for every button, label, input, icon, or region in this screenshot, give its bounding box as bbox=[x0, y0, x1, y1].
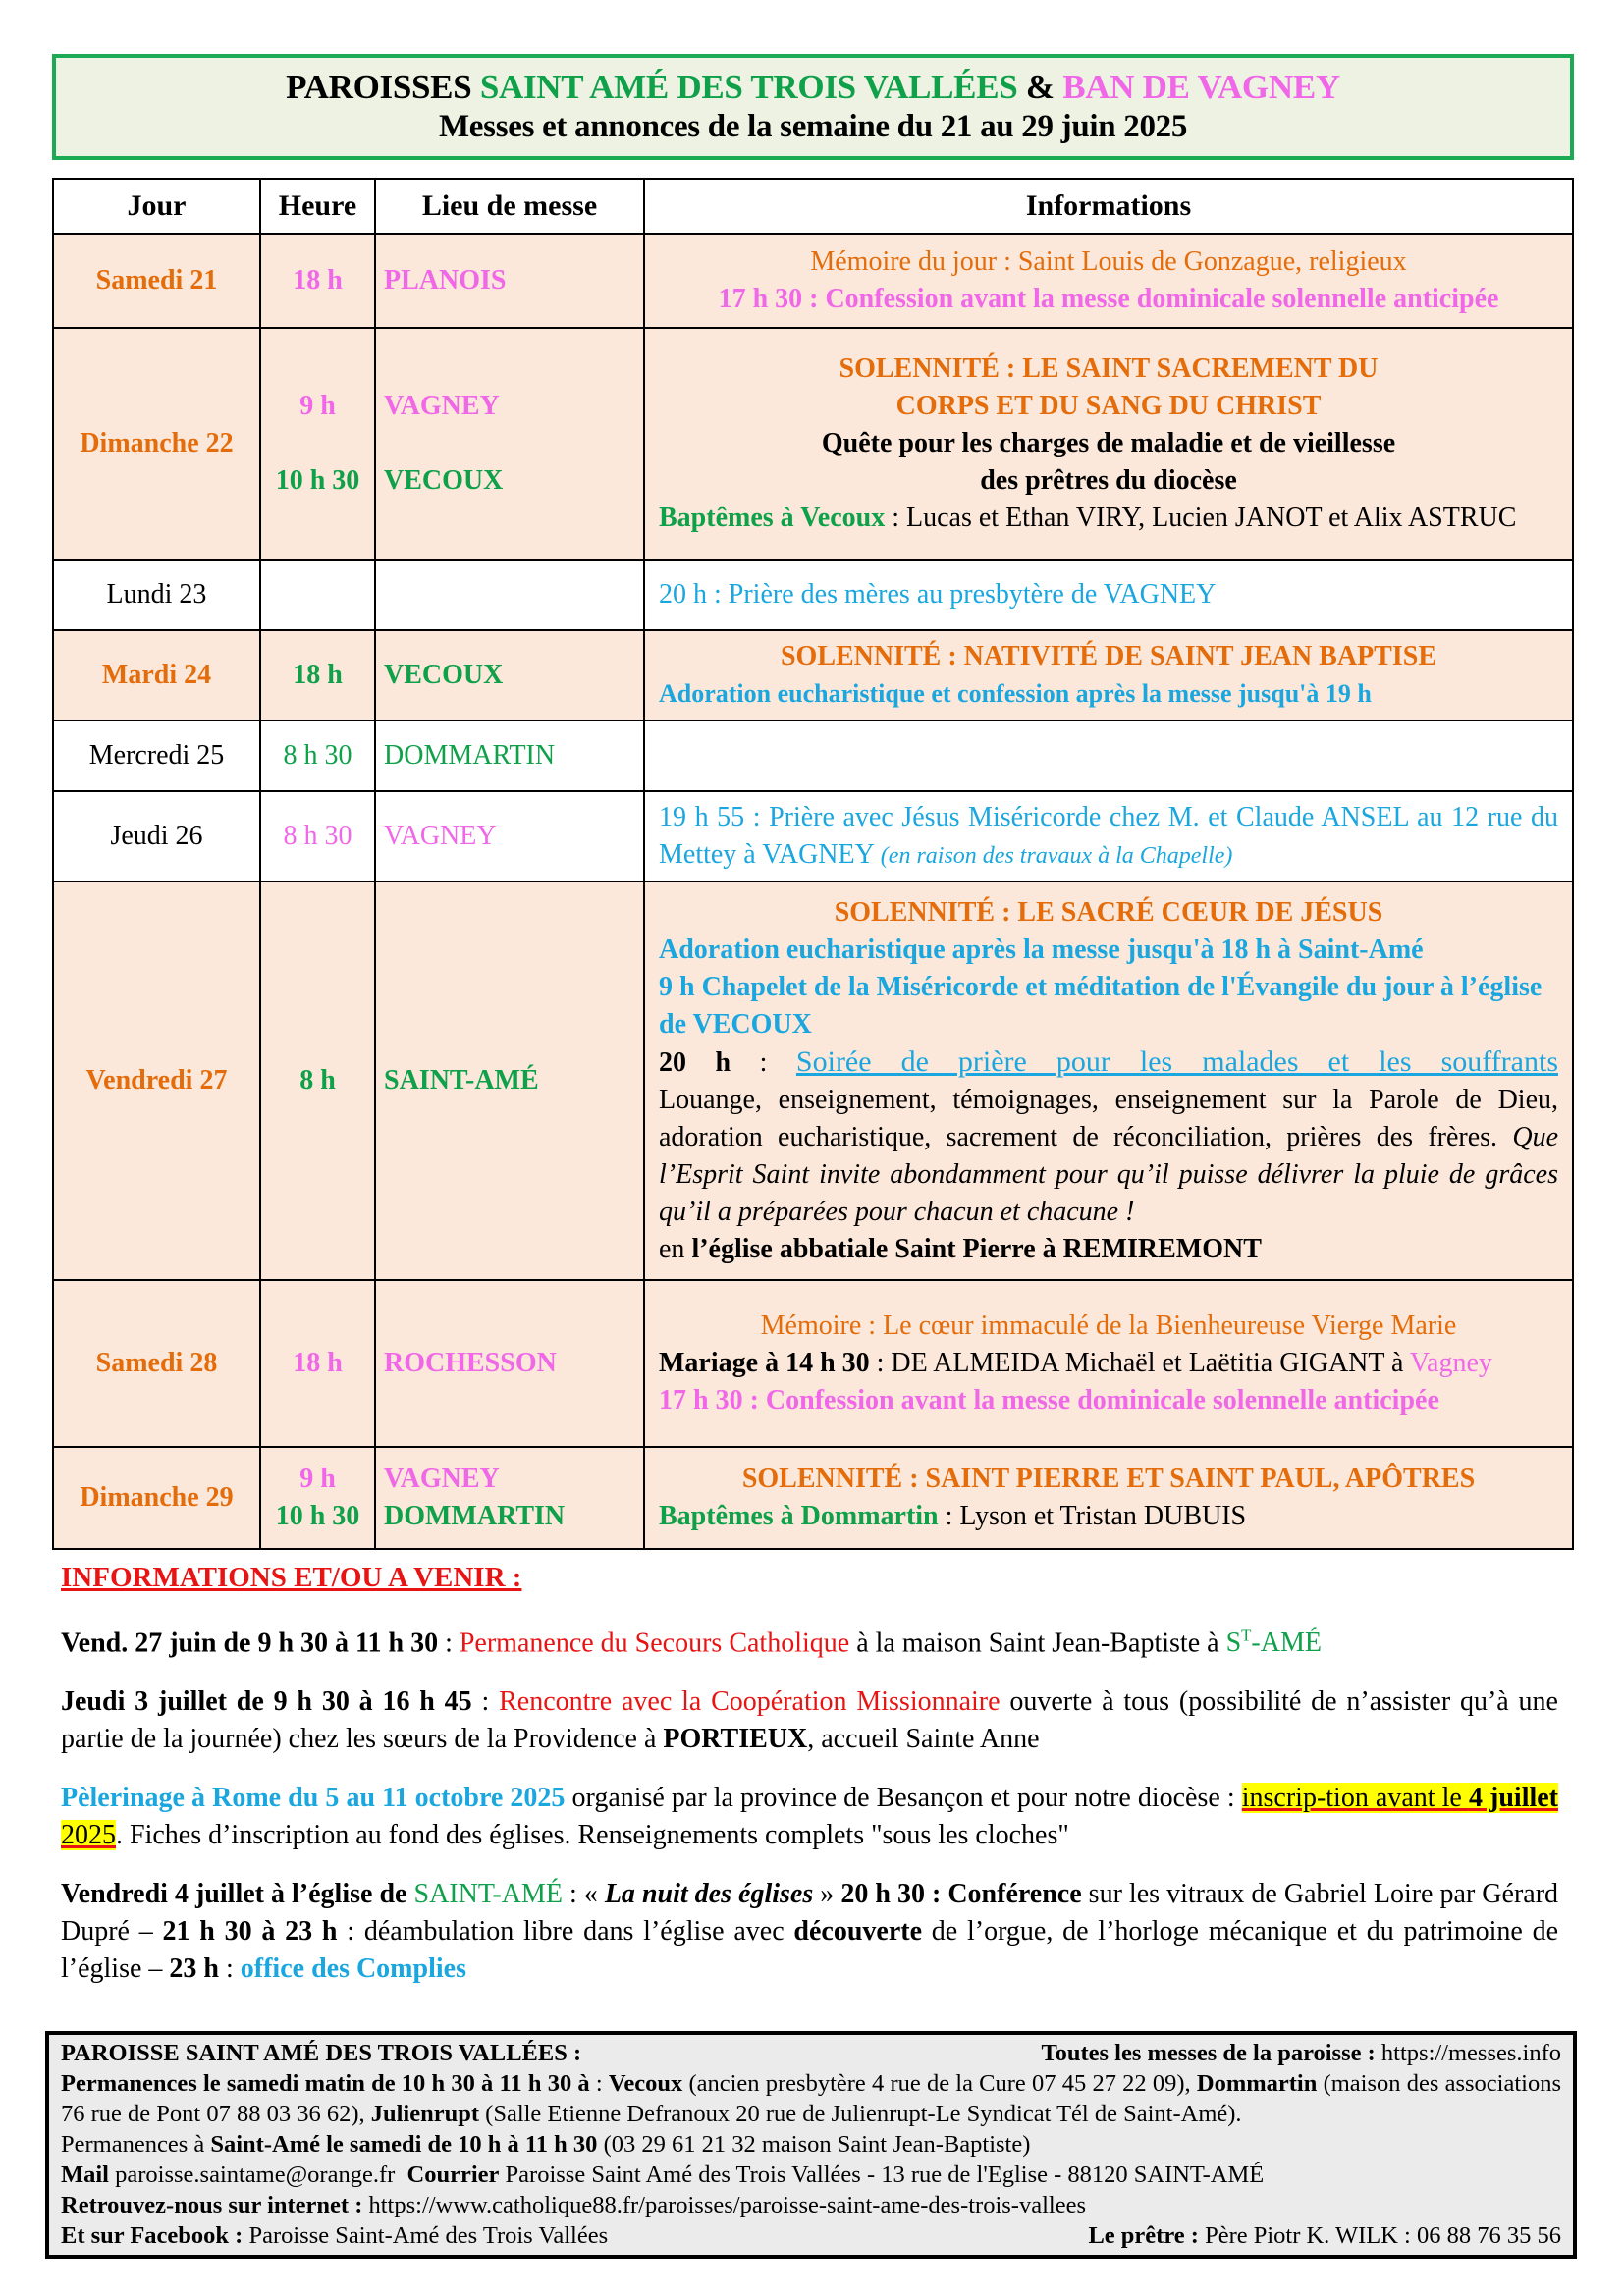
info-cell: 20 h : Prière des mères au presbytère de VAGNEY bbox=[644, 560, 1573, 630]
hour-cell: 18 h bbox=[260, 234, 375, 328]
announcement-time3: 23 h bbox=[169, 1953, 219, 1985]
place-cell bbox=[375, 328, 644, 560]
place-value: VAGNEY bbox=[384, 391, 500, 421]
deadline-date: 4 juillet bbox=[1468, 1783, 1559, 1814]
announcement-when: Vendredi 4 juillet à l’église de bbox=[61, 1879, 414, 1910]
page-subtitle: Messes et annonces de la semaine du 21 au 29 juin 2025 bbox=[438, 109, 1188, 144]
priest-value: Père Piotr K. WILK : 06 88 76 35 56 bbox=[1198, 2222, 1561, 2249]
place-rest: -AMÉ bbox=[1251, 1628, 1322, 1659]
info-cell bbox=[644, 234, 1573, 328]
parish-info-footer bbox=[45, 2031, 1577, 2259]
mass-schedule-table bbox=[52, 178, 1574, 1550]
place-cell: VECOUX bbox=[375, 630, 644, 721]
announcements-heading: INFORMATIONS ET/OU A VENIR : bbox=[61, 1562, 522, 1593]
priest-label: Le prêtre : bbox=[1088, 2222, 1199, 2249]
day-cell: Mercredi 25 bbox=[53, 721, 260, 791]
mariage-names: : DE ALMEIDA Michaël et Laëtitia GIGANT à bbox=[869, 1348, 1410, 1378]
place-value: DOMMARTIN bbox=[384, 1501, 566, 1531]
info-cell bbox=[644, 630, 1573, 721]
day-cell: Mardi 24 bbox=[53, 630, 260, 721]
announcement-sep: : bbox=[438, 1628, 460, 1659]
place-sup: T bbox=[1241, 1627, 1252, 1645]
all-masses-label: Toutes les messes de la paroisse : bbox=[1041, 2040, 1376, 2066]
lieu-prefix: en bbox=[659, 1233, 692, 1264]
adoration-text: Adoration eucharistique et confession après la messe jusqu'à 19 h bbox=[659, 679, 1372, 708]
announcement-place: PORTIEUX bbox=[663, 1724, 808, 1755]
memoire-text: Mémoire : Le cœur immaculé de la Bienheureuse Vierge Marie bbox=[760, 1310, 1457, 1341]
quete-text: des prêtres du diocèse bbox=[980, 465, 1237, 496]
priere-note: (en raison des travaux à la Chapelle) bbox=[880, 842, 1233, 869]
solennite-text: CORPS ET DU SANG DU CHRIST bbox=[895, 391, 1322, 421]
table-row bbox=[53, 560, 1573, 630]
perm2-rest: (03 29 61 21 32 maison Saint Jean-Baptiste) bbox=[597, 2131, 1031, 2158]
solennite-text: SOLENNITÉ : SAINT PIERRE ET SAINT PAUL, APÔTRES bbox=[741, 1464, 1476, 1494]
footer-internet bbox=[61, 2190, 1561, 2220]
day-cell: Vendredi 27 bbox=[53, 881, 260, 1280]
title-ampersand: & bbox=[1017, 68, 1063, 106]
announcement-text3: de l’orgue, de l’horloge mécanique et du patrimoine de l’église – bbox=[61, 1916, 1558, 1985]
day-cell: Dimanche 22 bbox=[53, 328, 260, 560]
solennite-text: SOLENNITÉ : LE SACRÉ CŒUR DE JÉSUS bbox=[834, 896, 1383, 928]
all-masses-link[interactable]: https://messes.info bbox=[1375, 2040, 1561, 2066]
title-prefix: PAROISSES bbox=[286, 68, 480, 106]
place-value: VAGNEY bbox=[384, 1464, 500, 1494]
announcement-time1: 20 h 30 : Conférence bbox=[840, 1879, 1082, 1910]
place-cell: ROCHESSON bbox=[375, 1280, 644, 1447]
adoration-text: Adoration eucharistique après la messe jusqu'à 18 h à Saint-Amé bbox=[659, 934, 1424, 965]
baptemes-names: : Lyson et Tristan DUBUIS bbox=[938, 1501, 1247, 1531]
soiree-line bbox=[659, 1043, 1558, 1082]
announcement-item bbox=[61, 1780, 1558, 1854]
announcement-place bbox=[1226, 1628, 1322, 1658]
place-cell: PLANOIS bbox=[375, 234, 644, 328]
priere-text: 19 h 55 : Prière avec Jésus Miséricorde chez M. et Claude ANSEL au 12 rue du Mettey à VAGNEY bbox=[659, 801, 1558, 870]
hour-cell: 18 h bbox=[260, 630, 375, 721]
day-cell: Jeudi 26 bbox=[53, 791, 260, 881]
louange-text: Louange, enseignement, témoignages, enseignement sur la Parole de Dieu, adoration eucharistique, sacrement de réconciliation, prières des frères. bbox=[659, 1084, 1558, 1152]
soiree-sep: : bbox=[731, 1046, 796, 1078]
hour-value: 10 h 30 bbox=[275, 1501, 360, 1531]
announcement-what: Permanence du Secours Catholique bbox=[459, 1628, 850, 1659]
footer-all-masses bbox=[1042, 2038, 1562, 2068]
footer-facebook bbox=[61, 2220, 608, 2251]
mail-label: Mail bbox=[61, 2162, 109, 2188]
announcement-sep2: » bbox=[813, 1879, 841, 1910]
footer-priest bbox=[1088, 2220, 1561, 2251]
column-header-heure: Heure bbox=[260, 179, 375, 234]
table-row bbox=[53, 881, 1573, 1280]
perm-dommartin-details: (maison des associations 76 rue de Pont 07 88 03 36 62), bbox=[61, 2070, 1561, 2127]
table-row bbox=[53, 630, 1573, 721]
deadline-year: 2025 bbox=[61, 1820, 116, 1851]
announcement-text1: sur les vitraux de Gabriel Loire par Gérard Dupré – bbox=[61, 1879, 1559, 1948]
memoire-text: Mémoire du jour : Saint Louis de Gonzague, religieux bbox=[810, 246, 1407, 277]
soiree-link[interactable]: Soirée de prière pour les malades et les souffrants bbox=[795, 1044, 1558, 1078]
baptemes-names: : Lucas et Ethan VIRY, Lucien JANOT et Alix ASTRUC bbox=[885, 503, 1517, 533]
info-cell bbox=[644, 1447, 1573, 1549]
announcement-event: La nuit des églises bbox=[604, 1879, 814, 1910]
perm-label: Permanences le samedi matin de 10 h 30 à 11 h 30 à bbox=[61, 2070, 590, 2097]
perm-julienrupt: Julienrupt bbox=[370, 2101, 480, 2127]
perm2-bold: Saint-Amé le samedi de 10 h à 11 h 30 bbox=[210, 2131, 598, 2158]
table-row bbox=[53, 1447, 1573, 1549]
info-cell bbox=[644, 721, 1573, 791]
announcement-rest: organisé par la province de Besançon et pour notre diocèse : bbox=[565, 1783, 1242, 1814]
place-cell: DOMMARTIN bbox=[375, 721, 644, 791]
announcement-text2: : déambulation libre dans l’église avec bbox=[337, 1916, 794, 1948]
perm-dommartin: Dommartin bbox=[1196, 2070, 1318, 2097]
day-cell: Samedi 21 bbox=[53, 234, 260, 328]
courrier-label: Courrier bbox=[406, 2162, 500, 2188]
internet-label: Retrouvez-nous sur internet : bbox=[61, 2192, 363, 2218]
table-row bbox=[53, 328, 1573, 560]
place-s: S bbox=[1225, 1628, 1242, 1659]
lieu-text: l’église abbatiale Saint Pierre à REMIREMONT bbox=[691, 1233, 1262, 1264]
info-cell bbox=[644, 881, 1573, 1280]
esprit-text: Que l’Esprit Saint invite abondamment pour qu’il puisse délivrer la pluie de grâces qu’il a préparées pour chacun et chacune ! bbox=[659, 1121, 1558, 1227]
footer-permanences bbox=[61, 2068, 1561, 2129]
announcement-item bbox=[61, 1683, 1558, 1758]
facebook-link[interactable]: Paroisse Saint-Amé des Trois Vallées bbox=[243, 2222, 609, 2249]
perm2-prefix: Permanences à bbox=[61, 2131, 211, 2158]
footer-row bbox=[61, 2220, 1561, 2251]
hour-cell bbox=[260, 1447, 375, 1549]
announcement-item bbox=[61, 1876, 1558, 1988]
footer-parish-title: PAROISSE SAINT AMÉ DES TROIS VALLÉES : bbox=[61, 2040, 582, 2066]
courrier-value: Paroisse Saint Amé des Trois Vallées - 13 rue de l'Eglise - 88120 SAINT-AMÉ bbox=[499, 2162, 1265, 2188]
announcement-text4: : bbox=[219, 1953, 241, 1985]
footer-permanences-saint-ame bbox=[61, 2129, 1561, 2160]
place-cell bbox=[375, 560, 644, 630]
perm-vecoux-details: (ancien presbytère 4 rue de la Cure 07 45 27 22 09), bbox=[682, 2070, 1197, 2097]
footer-contact bbox=[61, 2160, 1561, 2190]
announcement-sep: : bbox=[471, 1686, 500, 1718]
soiree-time: 20 h bbox=[659, 1046, 731, 1078]
deadline-text: inscrip-tion avant le bbox=[1241, 1783, 1469, 1814]
title-box bbox=[52, 54, 1574, 160]
announcement-when: Jeudi 3 juillet de 9 h 30 à 16 h 45 bbox=[61, 1686, 472, 1718]
hour-value: 9 h bbox=[299, 1464, 336, 1494]
announcement-office: office des Complies bbox=[240, 1953, 466, 1985]
internet-link[interactable]: https://www.catholique88.fr/paroisses/paroisse-saint-ame-des-trois-vallees bbox=[362, 2192, 1086, 2218]
hour-cell bbox=[260, 328, 375, 560]
lieu-line bbox=[659, 1231, 1558, 1268]
hour-cell: 8 h bbox=[260, 881, 375, 1280]
announcement-rest2: . Fiches d’inscription au fond des églises. Renseignements complets "sous les cloches" bbox=[116, 1820, 1069, 1851]
parish-ban-de-vagney: BAN DE VAGNEY bbox=[1062, 68, 1340, 106]
announcement-rest: à la maison Saint Jean-Baptiste à bbox=[849, 1628, 1226, 1659]
mariage-label: Mariage à 14 h 30 bbox=[659, 1348, 870, 1378]
column-header-informations: Informations bbox=[644, 179, 1573, 234]
baptemes-line bbox=[659, 503, 1516, 533]
parish-saint-ame: SAINT AMÉ DES TROIS VALLÉES bbox=[479, 68, 1018, 106]
announcement-item bbox=[61, 1618, 1558, 1662]
table-row bbox=[53, 791, 1573, 881]
announcement-rest: ouverte à tous (possibilité de n’assister qu’à une partie de la journée) chez les sœurs de la Providence à bbox=[61, 1686, 1558, 1755]
perm-vecoux: Vecoux bbox=[608, 2070, 683, 2097]
place-cell: VAGNEY bbox=[375, 791, 644, 881]
solennite-text: SOLENNITÉ : NATIVITÉ DE SAINT JEAN BAPTISE bbox=[780, 641, 1437, 671]
announcement-what: Rencontre avec la Coopération Missionnaire bbox=[499, 1686, 1001, 1718]
table-row bbox=[53, 721, 1573, 791]
mail-link[interactable]: paroisse.saintame@orange.fr bbox=[109, 2162, 396, 2188]
facebook-label: Et sur Facebook : bbox=[61, 2222, 244, 2249]
announcements-section bbox=[61, 1559, 1558, 2009]
announcement-when: Vend. 27 juin de 9 h 30 à 11 h 30 bbox=[61, 1628, 439, 1659]
hour-value: 9 h bbox=[299, 391, 336, 421]
hour-cell: 8 h 30 bbox=[260, 721, 375, 791]
table-row bbox=[53, 234, 1573, 328]
title-line bbox=[56, 68, 1570, 107]
confession-text: 17 h 30 : Confession avant la messe dominicale solennelle anticipée bbox=[659, 1385, 1439, 1415]
announcement-sep: : « bbox=[562, 1879, 605, 1910]
info-cell bbox=[644, 1280, 1573, 1447]
baptemes-line bbox=[659, 1501, 1246, 1531]
hour-cell bbox=[260, 560, 375, 630]
confession-text: 17 h 30 : Confession avant la messe dominicale solennelle anticipée bbox=[718, 284, 1499, 314]
place-value: VECOUX bbox=[384, 465, 504, 496]
column-header-lieu: Lieu de messe bbox=[375, 179, 644, 234]
announcement-time2: 21 h 30 à 23 h bbox=[162, 1916, 338, 1948]
perm-sep: : bbox=[589, 2070, 609, 2097]
perm-julienrupt-details: (Salle Etienne Defranoux 20 rue de Julienrupt-Le Syndicat Tél de Saint-Amé). bbox=[479, 2101, 1242, 2127]
solennite-text: SOLENNITÉ : LE SAINT SACREMENT DU bbox=[839, 353, 1379, 384]
hour-value: 10 h 30 bbox=[275, 465, 360, 496]
announcement-title: Pèlerinage à Rome du 5 au 11 octobre 2025 bbox=[61, 1783, 566, 1814]
column-header-jour: Jour bbox=[53, 179, 260, 234]
hour-cell: 18 h bbox=[260, 1280, 375, 1447]
announcement-rest2: , accueil Sainte Anne bbox=[807, 1724, 1040, 1755]
mariage-line bbox=[659, 1348, 1492, 1378]
hour-cell: 8 h 30 bbox=[260, 791, 375, 881]
announcement-place: SAINT-AMÉ bbox=[413, 1879, 563, 1910]
day-cell: Lundi 23 bbox=[53, 560, 260, 630]
announcement-bold2: découverte bbox=[793, 1916, 923, 1948]
table-header-row bbox=[53, 179, 1573, 234]
quete-text: Quête pour les charges de maladie et de vieillesse bbox=[821, 428, 1396, 458]
table-row bbox=[53, 1280, 1573, 1447]
baptemes-label: Baptêmes à Vecoux bbox=[659, 503, 886, 533]
mariage-place: Vagney bbox=[1409, 1348, 1492, 1378]
day-cell: Dimanche 29 bbox=[53, 1447, 260, 1549]
place-cell: SAINT-AMÉ bbox=[375, 881, 644, 1280]
footer-row bbox=[61, 2038, 1561, 2068]
baptemes-label: Baptêmes à Dommartin bbox=[659, 1501, 939, 1531]
chapelet-text: 9 h Chapelet de la Miséricorde et méditation de l'Évangile du jour à l’église de VECOUX bbox=[659, 971, 1543, 1040]
place-cell bbox=[375, 1447, 644, 1549]
info-cell bbox=[644, 328, 1573, 560]
info-cell bbox=[644, 791, 1573, 881]
day-cell: Samedi 28 bbox=[53, 1280, 260, 1447]
